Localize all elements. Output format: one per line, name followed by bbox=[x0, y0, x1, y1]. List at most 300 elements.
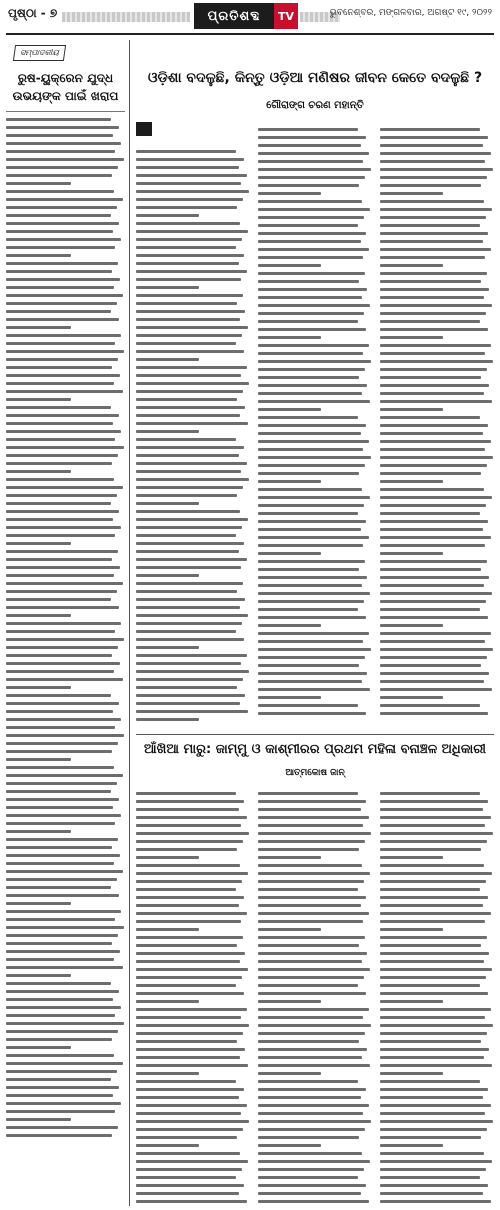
text-line bbox=[136, 662, 241, 665]
text-line bbox=[258, 336, 321, 339]
text-line bbox=[258, 544, 363, 547]
text-line bbox=[380, 1064, 492, 1067]
text-line bbox=[6, 782, 117, 785]
text-line bbox=[380, 568, 481, 571]
text-line bbox=[258, 368, 365, 371]
text-line bbox=[136, 454, 239, 457]
text-line bbox=[136, 992, 244, 995]
text-line bbox=[258, 496, 370, 499]
text-line bbox=[380, 624, 443, 627]
text-line bbox=[380, 448, 485, 451]
text-line bbox=[380, 232, 488, 235]
text-line bbox=[136, 358, 199, 361]
text-line bbox=[6, 630, 115, 633]
main-body bbox=[136, 122, 494, 726]
text-line bbox=[380, 968, 492, 971]
text-line bbox=[6, 470, 71, 473]
text-line bbox=[136, 1048, 245, 1051]
text-line bbox=[380, 1072, 443, 1075]
text-line bbox=[136, 478, 249, 481]
text-line bbox=[258, 816, 369, 819]
logo-tv-badge: TV bbox=[274, 3, 298, 29]
text-line bbox=[136, 622, 242, 625]
text-line bbox=[258, 1160, 370, 1163]
text-line bbox=[136, 374, 241, 377]
text-line bbox=[258, 1088, 366, 1091]
text-line bbox=[6, 366, 112, 369]
text-line bbox=[136, 1096, 239, 1099]
text-line bbox=[6, 550, 118, 553]
text-line bbox=[258, 624, 321, 627]
text-line bbox=[258, 248, 369, 251]
text-line bbox=[6, 654, 112, 657]
text-line bbox=[258, 1184, 366, 1187]
text-line bbox=[6, 486, 123, 489]
text-line bbox=[380, 656, 487, 659]
text-line bbox=[136, 502, 199, 505]
text-line bbox=[258, 272, 365, 275]
text-line bbox=[380, 1056, 484, 1059]
text-line bbox=[6, 150, 115, 153]
text-line bbox=[6, 246, 115, 249]
text-line bbox=[6, 1014, 115, 1017]
text-line bbox=[6, 846, 112, 849]
text-line bbox=[258, 184, 359, 187]
text-line bbox=[380, 712, 488, 715]
text-line bbox=[136, 518, 248, 521]
text-line bbox=[136, 1088, 244, 1091]
text-line bbox=[258, 928, 321, 931]
second-column-3-text bbox=[380, 792, 494, 1203]
text-line bbox=[6, 966, 123, 969]
text-line bbox=[380, 184, 481, 187]
text-line bbox=[258, 992, 366, 995]
text-line bbox=[6, 622, 121, 625]
text-line bbox=[6, 798, 119, 801]
text-line bbox=[6, 1006, 121, 1009]
text-line bbox=[6, 1094, 113, 1097]
text-line bbox=[136, 630, 236, 633]
text-line bbox=[136, 944, 237, 947]
text-line bbox=[6, 1030, 118, 1033]
text-line bbox=[258, 664, 359, 667]
text-line bbox=[258, 400, 370, 403]
text-line bbox=[258, 672, 367, 675]
second-article bbox=[136, 738, 494, 1208]
text-line bbox=[6, 254, 71, 257]
text-line bbox=[380, 1048, 489, 1051]
text-line bbox=[380, 920, 485, 923]
text-line bbox=[6, 678, 123, 681]
text-line bbox=[6, 118, 111, 121]
text-line bbox=[6, 1110, 115, 1113]
text-line bbox=[380, 840, 487, 843]
text-line bbox=[258, 584, 362, 587]
text-line bbox=[380, 392, 484, 395]
text-line bbox=[136, 1024, 249, 1027]
text-line bbox=[258, 136, 366, 139]
text-line bbox=[380, 1016, 485, 1019]
text-line bbox=[136, 446, 244, 449]
text-line bbox=[136, 574, 199, 577]
text-line bbox=[136, 1168, 242, 1171]
text-line bbox=[6, 310, 111, 313]
text-line bbox=[380, 904, 483, 907]
text-line bbox=[380, 264, 443, 267]
text-line bbox=[6, 934, 118, 937]
text-line bbox=[258, 520, 366, 523]
text-line bbox=[258, 1024, 371, 1027]
text-line bbox=[136, 566, 241, 569]
text-line bbox=[380, 888, 480, 891]
text-line bbox=[136, 1200, 247, 1203]
left-headline-line1: ରୁଷ-ୟୁକ୍ରେନ ଯୁଦ୍ଧ bbox=[17, 71, 114, 85]
text-line bbox=[136, 654, 247, 657]
text-line bbox=[380, 304, 492, 307]
text-line bbox=[136, 214, 199, 217]
text-line bbox=[258, 1112, 363, 1115]
text-line bbox=[380, 952, 489, 955]
text-line bbox=[380, 1088, 488, 1091]
text-line bbox=[380, 792, 480, 795]
text-line bbox=[6, 686, 71, 689]
text-line bbox=[258, 480, 321, 483]
text-line bbox=[258, 232, 366, 235]
text-line bbox=[136, 1120, 249, 1123]
text-line bbox=[258, 880, 364, 883]
text-line bbox=[6, 142, 121, 145]
text-line bbox=[258, 192, 321, 195]
text-line bbox=[380, 848, 481, 851]
text-line bbox=[136, 550, 239, 553]
text-line bbox=[6, 878, 117, 881]
text-line bbox=[258, 704, 358, 707]
text-line bbox=[380, 800, 488, 803]
text-line bbox=[258, 216, 364, 219]
text-line bbox=[258, 608, 358, 611]
text-line bbox=[6, 158, 124, 161]
text-line bbox=[380, 520, 488, 523]
text-line bbox=[380, 1000, 443, 1003]
text-line bbox=[258, 616, 366, 619]
text-line bbox=[136, 1104, 247, 1107]
text-line bbox=[380, 936, 487, 939]
text-line bbox=[136, 614, 248, 617]
text-line bbox=[136, 494, 237, 497]
text-line bbox=[6, 662, 120, 665]
text-line bbox=[380, 216, 486, 219]
text-line bbox=[380, 160, 485, 163]
left-headline bbox=[6, 69, 125, 112]
text-line bbox=[6, 406, 111, 409]
text-line bbox=[136, 800, 244, 803]
text-line bbox=[136, 686, 237, 689]
text-line bbox=[380, 1168, 486, 1171]
text-line bbox=[258, 936, 365, 939]
text-line bbox=[258, 688, 370, 691]
text-line bbox=[6, 814, 121, 817]
text-line bbox=[258, 464, 365, 467]
text-line bbox=[136, 976, 242, 979]
text-line bbox=[136, 366, 247, 369]
text-line bbox=[380, 496, 492, 499]
text-line bbox=[6, 134, 113, 137]
text-line bbox=[380, 984, 480, 987]
text-line bbox=[6, 318, 119, 321]
text-line bbox=[6, 430, 121, 433]
text-line bbox=[258, 376, 359, 379]
text-line bbox=[136, 832, 249, 835]
text-line bbox=[258, 488, 362, 491]
text-line bbox=[380, 1184, 488, 1187]
text-line bbox=[258, 648, 371, 651]
text-line bbox=[6, 574, 114, 577]
text-line bbox=[380, 1008, 491, 1011]
text-line bbox=[136, 310, 245, 313]
text-line bbox=[258, 344, 369, 347]
text-line bbox=[258, 952, 367, 955]
text-line bbox=[258, 872, 370, 875]
text-line bbox=[6, 214, 111, 217]
text-line bbox=[258, 472, 359, 475]
text-line bbox=[136, 920, 241, 923]
text-line bbox=[6, 542, 71, 545]
text-line bbox=[6, 646, 118, 649]
text-line bbox=[380, 704, 480, 707]
text-line bbox=[258, 920, 363, 923]
text-line bbox=[380, 512, 480, 515]
text-line bbox=[380, 1096, 483, 1099]
text-line bbox=[136, 510, 240, 513]
main-body-column-1 bbox=[136, 122, 250, 726]
text-line bbox=[258, 152, 369, 155]
text-line bbox=[6, 358, 118, 361]
text-line bbox=[380, 296, 484, 299]
text-line bbox=[136, 294, 243, 297]
text-line bbox=[258, 912, 369, 915]
text-line bbox=[6, 918, 115, 921]
text-line bbox=[6, 398, 71, 401]
text-line bbox=[6, 726, 115, 729]
text-line bbox=[258, 1144, 321, 1147]
text-line bbox=[380, 208, 492, 211]
text-line bbox=[6, 670, 114, 673]
text-line bbox=[380, 584, 484, 587]
main-column-3-text bbox=[380, 128, 494, 715]
text-line bbox=[6, 822, 115, 825]
text-line bbox=[136, 1000, 199, 1003]
text-line bbox=[136, 462, 247, 465]
text-line bbox=[136, 246, 236, 249]
text-line bbox=[380, 1152, 484, 1155]
text-line bbox=[6, 638, 124, 641]
text-line bbox=[6, 590, 117, 593]
text-line bbox=[136, 856, 199, 859]
dateline: ଭୁବନେଶ୍ବର, ମଙ୍ଗଳବାର, ଅଗଷ୍ଟ ୧୯, ୨୦୨୨ bbox=[329, 8, 492, 18]
text-line bbox=[258, 176, 365, 179]
text-line bbox=[136, 350, 244, 353]
text-line bbox=[258, 1136, 359, 1139]
text-line bbox=[258, 640, 363, 643]
second-body-column-2 bbox=[258, 786, 372, 1208]
text-line bbox=[136, 430, 199, 433]
text-line bbox=[136, 694, 245, 697]
text-line bbox=[136, 880, 242, 883]
text-line bbox=[6, 1022, 124, 1025]
text-line bbox=[136, 1192, 239, 1195]
text-line bbox=[6, 182, 71, 185]
main-headline: ଓଡ଼ିଶା ବଦଳୁଛି, କିନ୍ତୁ ଓଡ଼ିଆ ମଣିଷର ଜୀବନ କେତେ ବଦଳୁଛି ? bbox=[147, 70, 483, 86]
text-line bbox=[258, 1080, 358, 1083]
text-line bbox=[6, 1038, 112, 1041]
text-line bbox=[136, 166, 239, 169]
main-body-column-2 bbox=[258, 122, 372, 726]
text-line bbox=[136, 1072, 199, 1075]
text-line bbox=[6, 902, 71, 905]
text-line bbox=[380, 352, 485, 355]
text-line bbox=[6, 566, 120, 569]
text-line bbox=[258, 1168, 364, 1171]
text-line bbox=[258, 680, 362, 683]
page-number-label: ପୃଷ୍ଠା - ୭ bbox=[8, 6, 58, 20]
text-line bbox=[136, 526, 242, 529]
text-line bbox=[6, 270, 112, 273]
text-line bbox=[6, 334, 121, 337]
text-line bbox=[136, 984, 236, 987]
main-column-1-text bbox=[136, 150, 250, 721]
text-line bbox=[6, 734, 124, 737]
text-line bbox=[380, 192, 443, 195]
text-line bbox=[6, 382, 114, 385]
text-line bbox=[136, 582, 243, 585]
text-line bbox=[6, 894, 119, 897]
text-line bbox=[136, 254, 244, 257]
text-line bbox=[6, 718, 121, 721]
text-line bbox=[136, 864, 240, 867]
text-line bbox=[6, 758, 71, 761]
text-line bbox=[380, 600, 486, 603]
text-line bbox=[380, 680, 484, 683]
text-line bbox=[258, 632, 369, 635]
text-line bbox=[6, 390, 123, 393]
text-line bbox=[380, 528, 483, 531]
text-line bbox=[380, 696, 443, 699]
text-line bbox=[6, 614, 71, 617]
text-line bbox=[258, 864, 362, 867]
text-line bbox=[380, 200, 484, 203]
text-line bbox=[136, 710, 248, 713]
text-line bbox=[380, 280, 481, 283]
text-line bbox=[380, 576, 489, 579]
main-column-2-text bbox=[258, 128, 372, 715]
text-line bbox=[6, 1134, 112, 1137]
text-line bbox=[6, 478, 114, 481]
text-line bbox=[380, 312, 486, 315]
text-line bbox=[6, 558, 112, 561]
text-line bbox=[380, 1040, 481, 1043]
text-line bbox=[380, 480, 443, 483]
main-body-column-3 bbox=[380, 122, 494, 726]
text-line bbox=[6, 838, 118, 841]
text-line bbox=[258, 552, 321, 555]
left-column-article bbox=[6, 40, 130, 1206]
text-line bbox=[136, 904, 239, 907]
text-line bbox=[258, 656, 365, 659]
text-line bbox=[258, 888, 358, 891]
main-article bbox=[136, 40, 494, 726]
text-line bbox=[380, 416, 480, 419]
text-line bbox=[136, 928, 199, 931]
article-divider bbox=[136, 734, 494, 735]
text-line bbox=[380, 1192, 483, 1195]
text-line bbox=[258, 824, 363, 827]
text-line bbox=[136, 318, 240, 321]
text-line bbox=[258, 288, 367, 291]
text-line bbox=[380, 152, 491, 155]
text-line bbox=[380, 592, 492, 595]
text-line bbox=[6, 326, 71, 329]
text-line bbox=[380, 1032, 487, 1035]
text-line bbox=[6, 1118, 71, 1121]
text-line bbox=[6, 958, 114, 961]
text-line bbox=[258, 512, 358, 515]
text-line bbox=[380, 1104, 491, 1107]
second-byline: ଆତ୍ମକୋଷ ଜାନ୍ bbox=[285, 768, 345, 778]
text-line bbox=[6, 1078, 111, 1081]
page-header bbox=[0, 0, 500, 34]
text-line bbox=[258, 808, 361, 811]
text-line bbox=[136, 198, 243, 201]
text-line bbox=[136, 414, 240, 417]
text-line bbox=[380, 960, 484, 963]
text-line bbox=[380, 856, 443, 859]
text-line bbox=[6, 886, 111, 889]
text-line bbox=[136, 542, 244, 545]
text-line bbox=[380, 608, 480, 611]
second-body-column-1 bbox=[136, 786, 250, 1208]
text-line bbox=[136, 302, 237, 305]
text-line bbox=[258, 984, 358, 987]
text-line bbox=[136, 1176, 236, 1179]
text-line bbox=[258, 696, 321, 699]
text-line bbox=[258, 792, 358, 795]
text-line bbox=[258, 832, 371, 835]
text-line bbox=[6, 278, 120, 281]
text-line bbox=[136, 792, 236, 795]
second-headline: ଆଁଖିଆ ମାରୁ: ଜାମ୍ମୁ ଓ କାଶ୍ମୀରର ପ୍ରଥମ ମହିଳା ବନାଞ୍ଚଳ ଅଧିକାରୀ bbox=[144, 742, 486, 757]
text-line bbox=[258, 1192, 361, 1195]
text-line bbox=[136, 390, 243, 393]
text-line bbox=[6, 342, 115, 345]
text-line bbox=[136, 1056, 240, 1059]
text-line bbox=[380, 648, 493, 651]
text-line bbox=[380, 824, 485, 827]
text-line bbox=[380, 344, 491, 347]
text-line bbox=[136, 422, 248, 425]
text-line bbox=[380, 640, 485, 643]
text-line bbox=[258, 320, 358, 323]
text-line bbox=[258, 240, 361, 243]
text-line bbox=[6, 494, 117, 497]
text-line bbox=[258, 840, 365, 843]
text-line bbox=[258, 392, 362, 395]
text-line bbox=[136, 230, 248, 233]
text-line bbox=[6, 238, 121, 241]
text-line bbox=[136, 718, 199, 721]
text-line bbox=[136, 1152, 240, 1155]
text-line bbox=[6, 206, 117, 209]
text-line bbox=[6, 974, 71, 977]
